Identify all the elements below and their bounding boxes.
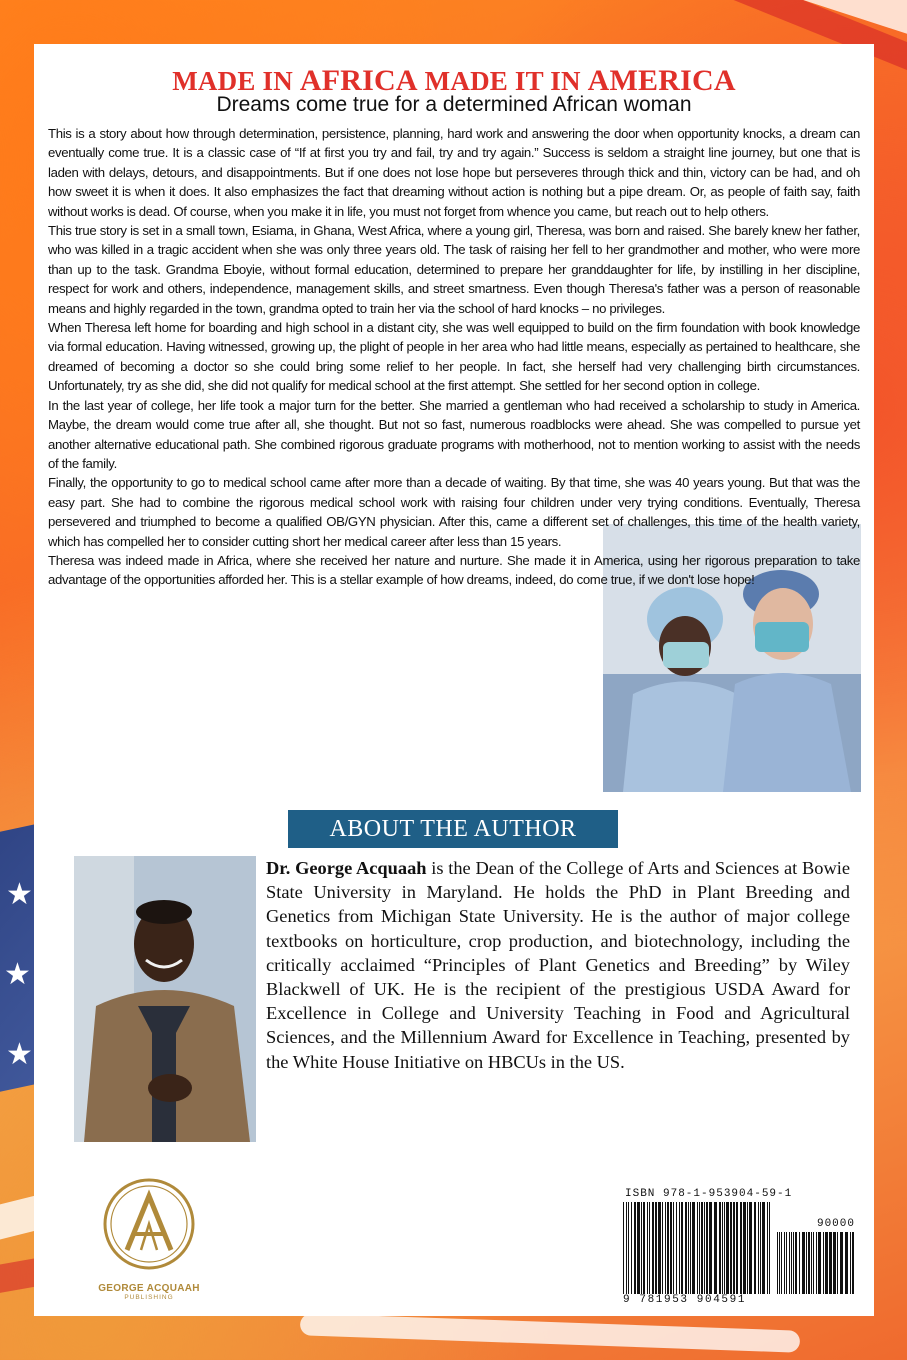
author-photo <box>74 856 256 1142</box>
barcode-bar <box>833 1232 836 1294</box>
barcode-bars <box>621 1202 857 1294</box>
barcode-bar <box>789 1232 790 1294</box>
flag-stripe <box>300 1313 800 1352</box>
publisher-name: GEORGE ACQUAAH <box>98 1283 200 1294</box>
barcode-bar <box>637 1202 640 1294</box>
book-subtitle: Dreams come true for a determined African woman <box>216 93 692 116</box>
barcode-bar <box>673 1202 674 1294</box>
letter-a-logo-icon <box>99 1174 199 1274</box>
barcode-bar <box>726 1202 729 1294</box>
barcode-bar <box>743 1202 746 1294</box>
synopsis-paragraph: This true story is set in a small town, Esiama, in Ghana, West Africa, where a young girl, Theresa, was born and raised. She barely knew her father, who was killed in a tragic accident when she was only three years old. The task of raising her fell to her grandmother and mother, who were more than up to the task. Grandma Eboyie, without formal education, determined to prepare her granddaughter for life, by instilling in her discipline, respect for work and others, independence, management skills, and street smartness. Even though Theresa's father was a person of reasonable means and highly regarded in the town, grandma opted to train her via the school of hard knocks – no privileges. <box>48 223 860 316</box>
barcode-bar <box>779 1232 780 1294</box>
barcode-bar <box>806 1232 807 1294</box>
barcode-bar <box>758 1202 759 1294</box>
ean-digits: 9 781953 904591 <box>623 1294 747 1306</box>
barcode-bar <box>626 1202 627 1294</box>
isbn-barcode <box>621 1188 857 1310</box>
barcode-bar <box>777 1232 778 1294</box>
barcode-bar <box>676 1202 677 1294</box>
synopsis-paragraph: Finally, the opportunity to go to medical school came after more than a decade of waiting. By that time, she was 40 years young. But that was the easy part. She had to combine the rigorous medical school work with raising four children under very trying conditions. Eventually, Theresa persevered and triumphed to become a qualified OB/GYN physician. After this, came a different set of challenges, this time of the health variety, which has compelled her to consider cutting short her medical career after less than 15 years. <box>48 475 860 549</box>
barcode-bar <box>747 1202 748 1294</box>
barcode-bar <box>655 1202 657 1294</box>
star-icon: ★ <box>4 957 31 992</box>
barcode-bar <box>679 1202 680 1294</box>
barcode-bar <box>662 1202 663 1294</box>
barcode-bar <box>692 1202 695 1294</box>
barcode-bar <box>719 1202 721 1294</box>
barcode-bar <box>791 1232 792 1294</box>
barcode-bar <box>634 1202 636 1294</box>
synopsis-paragraph: When Theresa left home for boarding and high school in a distant city, she was well equipped to build on the firm foundation with book knowledge via formal education. Having witnessed, growing up, the plight of people in her area who had little means, especially as pertained to healthcare, she dreamed of becoming a doctor so she could bring some relief to her people. In fact, she herself had very challenging birth circumstances. Unfortunately, try as she did, she did not qualify for medical school at the first attempt. She settled for her second option in college. <box>48 320 860 394</box>
about-author-heading: ABOUT THE AUTHOR <box>288 810 618 848</box>
barcode-bar <box>840 1232 843 1294</box>
barcode-bar <box>811 1232 812 1294</box>
synopsis-paragraph <box>48 396 860 474</box>
barcode-bar <box>643 1202 645 1294</box>
author-bio <box>266 856 850 1074</box>
barcode-bar <box>823 1232 824 1294</box>
barcode-bar <box>754 1202 756 1294</box>
barcode-bar <box>652 1202 654 1294</box>
barcode-bar <box>724 1202 725 1294</box>
barcode-bar <box>697 1202 698 1294</box>
title-africa: AFRICA <box>299 64 418 97</box>
back-cover-panel <box>34 44 874 1316</box>
barcode-bar <box>690 1202 691 1294</box>
author-name: Dr. George Acquaah <box>266 858 427 878</box>
author-bio-text: is the Dean of the College of Arts and Sciences at Bowie State University in Maryland. He holds the PhD in Plant Breeding and Genetics from Michigan State University. He is the author of major college textbooks on horticulture, crop production, and biotechnology, including the critically acclaimed “Principles of Plant Genetics and Breeding” by Wiley Blackwell of UK. He is the recipient of the prestigious USDA Award for Excellence in College and University Teaching in Food and Agricultural Sciences, and the Millennium Award for Excellence in Teaching, presented by the White House Initiative on HBCUs in the US. <box>266 858 851 1072</box>
star-icon: ★ <box>6 1037 33 1072</box>
barcode-bar <box>688 1202 689 1294</box>
barcode-bar <box>733 1202 735 1294</box>
barcode-bar <box>825 1232 828 1294</box>
barcode-bar <box>829 1232 832 1294</box>
barcode-bar <box>802 1232 805 1294</box>
barcode-bar <box>706 1202 708 1294</box>
barcode-bar <box>701 1202 703 1294</box>
barcode-bar <box>641 1202 642 1294</box>
barcode-bar <box>714 1202 717 1294</box>
price-code: 90000 <box>816 1218 855 1230</box>
synopsis-paragraph-text: In the last year of college, her life took a major turn for the better. She married a gentleman who had received a scholarship to study in America. Maybe, the dream would come true after all, she thought. But not so fast, numerous roadblocks were ahead. She was compelled to pursue yet another alternative educational path. She combined rigorous graduate programs with motherhood, not to mention working to assist with the needs of the family. <box>48 397 860 471</box>
barcode-bar <box>813 1232 814 1294</box>
barcode-bar <box>685 1202 687 1294</box>
barcode-bar <box>760 1202 761 1294</box>
barcode-bar <box>631 1202 632 1294</box>
barcode-bar <box>667 1202 669 1294</box>
barcode-bar <box>647 1202 648 1294</box>
synopsis-text <box>48 124 860 590</box>
barcode-bar <box>845 1232 848 1294</box>
synopsis-paragraph: This is a story about how through determination, persistence, planning, hard work and answering the door when opportunity knocks, a dream can eventually come true. It is a classic case of “If at first you try and fail, try and try again.” Success is seldom a straight line journey, but one that is laden with delays, detours, and disappointments. But if one does not lose hope but perseveres through thick and thin, victory can be had, and oh how sweet it is when it does. It also emphasizes the fact that dreaming without action is nothing but a pipe dream. Or, as people of faith say, faith without works is dead. Of course, when you make it in life, you must not forget from whence you came, but reach out to help others. <box>48 126 860 219</box>
barcode-bar <box>786 1232 787 1294</box>
barcode-bar <box>623 1202 624 1294</box>
barcode-bar <box>681 1202 683 1294</box>
barcode-bar <box>670 1202 672 1294</box>
barcode-bar <box>740 1202 742 1294</box>
barcode-bar <box>793 1232 794 1294</box>
barcode-bar <box>709 1202 712 1294</box>
barcode-bar <box>704 1202 705 1294</box>
barcode-bar <box>767 1202 768 1294</box>
barcode-bar <box>730 1202 732 1294</box>
barcode-bar <box>762 1202 765 1294</box>
barcode-bar <box>837 1232 838 1294</box>
barcode-bar <box>816 1232 817 1294</box>
barcode-bar <box>850 1232 851 1294</box>
title-america: AMERICA <box>587 64 736 97</box>
barcode-bar <box>699 1202 700 1294</box>
barcode-bar <box>649 1202 650 1294</box>
publisher-logo <box>86 1174 212 1304</box>
barcode-bar <box>722 1202 723 1294</box>
barcode-bar <box>658 1202 661 1294</box>
barcode-bar <box>784 1232 785 1294</box>
barcode-bar <box>769 1202 770 1294</box>
barcode-bar <box>852 1232 854 1294</box>
title-part1: MADE IN <box>172 66 300 96</box>
barcode-bar <box>808 1232 810 1294</box>
isbn-label: ISBN 978-1-953904-59-1 <box>625 1188 793 1200</box>
barcode-bar <box>665 1202 666 1294</box>
barcode-bar <box>795 1232 797 1294</box>
star-icon: ★ <box>6 877 33 912</box>
barcode-bar <box>628 1202 629 1294</box>
barcode-bar <box>781 1232 782 1294</box>
synopsis-paragraph: Theresa was indeed made in Africa, where she received her nature and nurture. She made it in America, using her rigorous preparation to take advantage of the opportunities afforded her. This is a stellar example of how dreams, indeed, do come true, if we don't lose hope! <box>48 552 860 588</box>
barcode-bar <box>799 1232 800 1294</box>
publisher-sub: PUBLISHING <box>124 1294 174 1301</box>
barcode-bar <box>749 1202 752 1294</box>
barcode-bar <box>818 1232 821 1294</box>
title-part2: MADE IT IN <box>417 66 588 96</box>
barcode-bar <box>736 1202 738 1294</box>
